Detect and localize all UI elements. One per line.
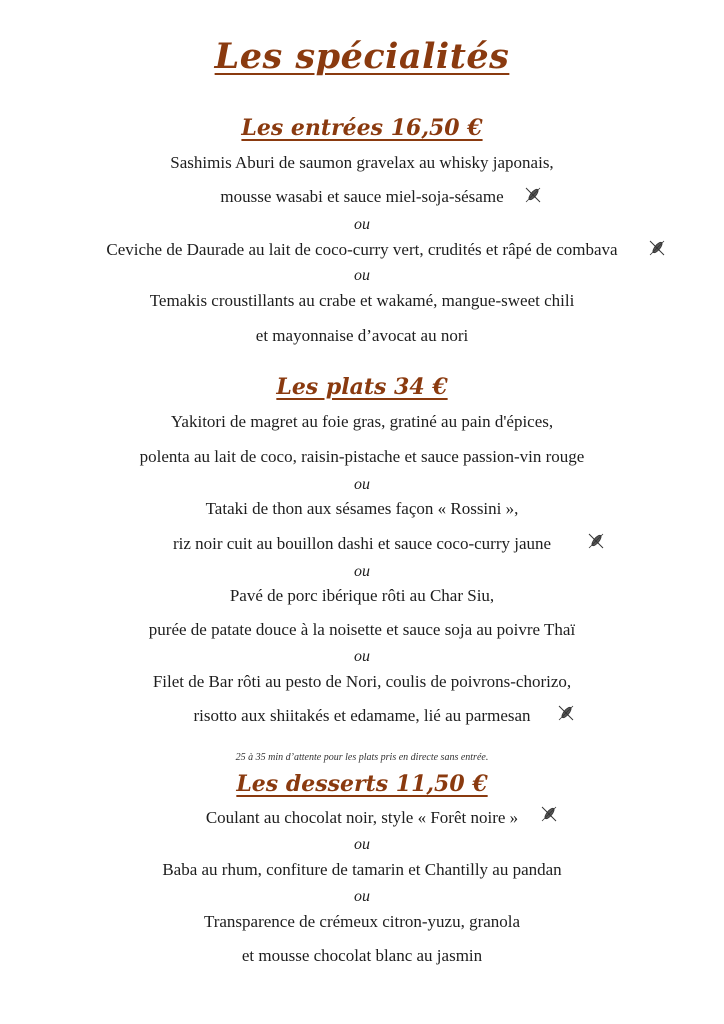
separator-ou: ou xyxy=(354,648,370,665)
gluten-free-icon xyxy=(648,239,666,257)
menu-line: et mayonnaise d’avocat au nori xyxy=(255,326,469,345)
separator-ou: ou xyxy=(354,216,370,233)
section-heading-entrees: Les entrées 16,50 € xyxy=(241,115,483,141)
page-title: Les spécialités xyxy=(214,36,510,77)
menu-line: risotto aux shiitakés et edamame, lié au parmesan xyxy=(193,706,531,725)
gluten-free-icon xyxy=(540,805,558,823)
menu-line: Pavé de porc ibérique rôti au Char Siu, xyxy=(229,586,495,605)
waiting-time-note: 25 à 35 min d’attente pour les plats pris en directe sans entrée. xyxy=(235,752,489,763)
menu-line: Sashimis Aburi de saumon gravelax au whisky japonais, xyxy=(170,153,554,172)
separator-ou: ou xyxy=(354,476,370,493)
menu-line: Baba au rhum, confiture de tamarin et Chantilly au pandan xyxy=(162,860,562,879)
gluten-free-icon xyxy=(524,186,542,204)
separator-ou: ou xyxy=(354,888,370,905)
menu-line: Temakis croustillants au crabe et wakamé, mangue-sweet chili xyxy=(149,291,575,310)
gluten-free-icon xyxy=(557,704,575,722)
menu-line: Transparence de crémeux citron-yuzu, granola xyxy=(203,912,521,931)
menu-line: purée de patate douce à la noisette et sauce soja au poivre Thaï xyxy=(148,620,576,639)
menu-line: et mousse chocolat blanc au jasmin xyxy=(241,946,483,965)
separator-ou: ou xyxy=(354,267,370,284)
menu-line: Filet de Bar rôti au pesto de Nori, coulis de poivrons-chorizo, xyxy=(152,672,572,691)
menu-line: riz noir cuit au bouillon dashi et sauce coco-curry jaune xyxy=(172,534,552,553)
menu-line: polenta au lait de coco, raisin-pistache et sauce passion-vin rouge xyxy=(139,447,585,466)
separator-ou: ou xyxy=(354,563,370,580)
separator-ou: ou xyxy=(354,836,370,853)
menu-line: mousse wasabi et sauce miel-soja-sésame xyxy=(220,187,504,206)
gluten-free-icon xyxy=(587,532,605,550)
section-heading-desserts: Les desserts 11,50 € xyxy=(236,771,488,797)
menu-line: Coulant au chocolat noir, style « Forêt noire » xyxy=(205,808,519,827)
menu-line: Yakitori de magret au foie gras, gratiné au pain d'épices, xyxy=(170,412,554,431)
section-heading-plats: Les plats 34 € xyxy=(276,374,448,400)
menu-line: Tataki de thon aux sésames façon « Rossini », xyxy=(205,499,519,518)
menu-line: Ceviche de Daurade au lait de coco-curry vert, crudités et râpé de combava xyxy=(106,240,618,259)
